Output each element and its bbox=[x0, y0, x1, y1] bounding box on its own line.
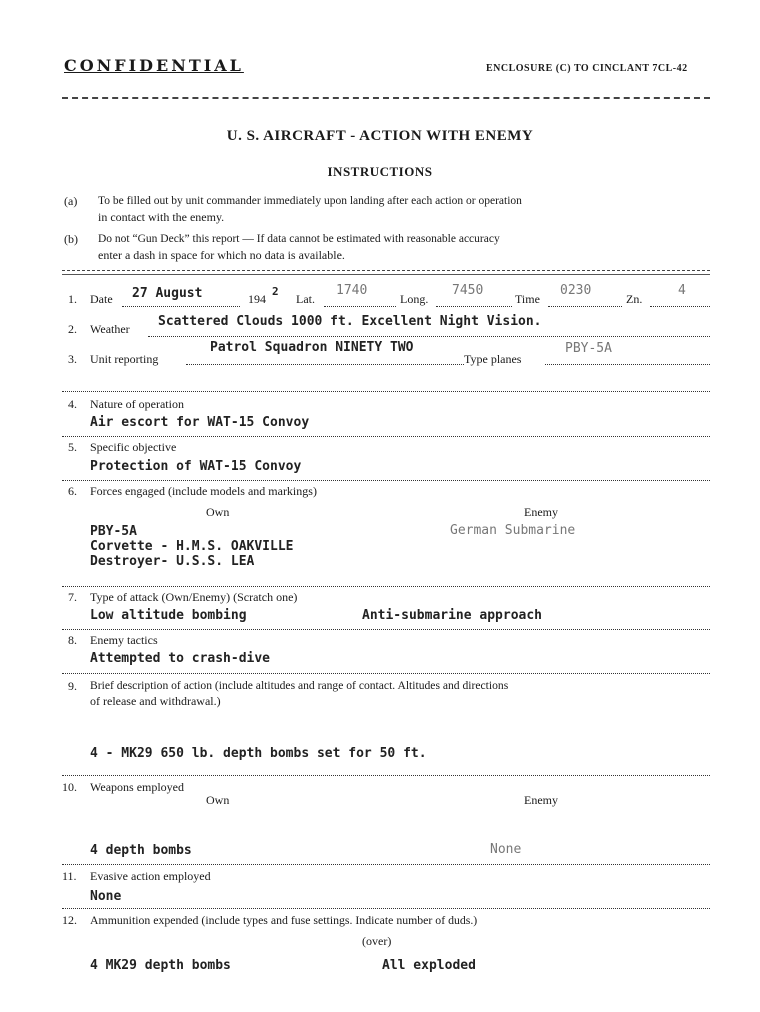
unit-line bbox=[186, 364, 464, 365]
forces-enemy-value: German Submarine bbox=[450, 523, 576, 538]
item-12-number: 12. bbox=[62, 913, 77, 927]
over-note: (over) bbox=[362, 934, 392, 948]
type-planes-value: PBY-5A bbox=[565, 341, 612, 356]
objective-value: Protection of WAT-15 Convoy bbox=[90, 459, 302, 474]
section-divider-10 bbox=[62, 864, 710, 865]
instruction-b-marker: (b) bbox=[64, 232, 78, 246]
item-11-number: 11. bbox=[62, 869, 77, 883]
nature-value: Air escort for WAT-15 Convoy bbox=[90, 415, 310, 430]
enemy-tactics-value: Attempted to crash-dive bbox=[90, 651, 271, 666]
section-divider-9 bbox=[62, 775, 710, 776]
section-divider-4 bbox=[62, 436, 710, 437]
nature-label: Nature of operation bbox=[90, 397, 184, 411]
classification-stamp: CONFIDENTIAL bbox=[64, 56, 244, 75]
zone-label: Zn. bbox=[626, 292, 643, 306]
evasive-value: None bbox=[90, 889, 122, 904]
objective-label: Specific objective bbox=[90, 440, 177, 454]
section-divider-3 bbox=[62, 391, 710, 392]
ammunition-label: Ammunition expended (include types and fuse settings. Indicate number of duds.) bbox=[90, 913, 478, 927]
lat-line bbox=[324, 306, 396, 307]
time-line bbox=[548, 306, 622, 307]
evasive-label: Evasive action employed bbox=[90, 869, 211, 883]
instructions-divider-2 bbox=[62, 274, 710, 275]
section-divider-5 bbox=[62, 480, 710, 481]
time-value: 0230 bbox=[560, 283, 592, 298]
item-9-number: 9. bbox=[68, 679, 77, 693]
description-label-2: of release and withdrawal.) bbox=[90, 694, 221, 708]
item-8-number: 8. bbox=[68, 633, 77, 647]
date-label: Date bbox=[90, 292, 113, 306]
weapons-own-label: Own bbox=[206, 793, 230, 807]
unit-label: Unit reporting bbox=[90, 352, 159, 366]
long-label: Long. bbox=[400, 292, 429, 306]
forces-own-line-2: Corvette - H.M.S. OAKVILLE bbox=[90, 539, 294, 554]
weapons-own-value: 4 depth bombs bbox=[90, 843, 192, 858]
instruction-b-line1: Do not “Gun Deck” this report — If data cannot be estimated with reasonable accuracy bbox=[98, 233, 500, 245]
instruction-a-line2: in contact with the enemy. bbox=[98, 210, 225, 224]
year-value: 2 bbox=[272, 285, 279, 298]
section-divider-8 bbox=[62, 673, 710, 674]
lat-label: Lat. bbox=[296, 292, 315, 306]
long-line bbox=[436, 306, 512, 307]
date-value: 27 August bbox=[132, 286, 203, 301]
date-line bbox=[122, 306, 240, 307]
item-3-number: 3. bbox=[68, 352, 77, 366]
item-7-number: 7. bbox=[68, 590, 77, 604]
form-title: U. S. AIRCRAFT - ACTION WITH ENEMY bbox=[226, 128, 534, 144]
instructions-heading: INSTRUCTIONS bbox=[327, 164, 433, 179]
forces-own-label: Own bbox=[206, 505, 230, 519]
description-label-1: Brief description of action (include altitudes and range of contact. Altitudes and directions bbox=[90, 679, 509, 692]
lat-value: 1740 bbox=[336, 283, 368, 298]
item-10-number: 10. bbox=[62, 780, 77, 794]
time-label: Time bbox=[515, 292, 540, 306]
weapons-label: Weapons employed bbox=[90, 780, 185, 794]
item-2-number: 2. bbox=[68, 322, 77, 336]
item-1-number: 1. bbox=[68, 292, 77, 306]
type-planes-label: Type planes bbox=[464, 352, 522, 366]
instruction-a-marker: (a) bbox=[64, 194, 78, 208]
year-label: 194 bbox=[248, 292, 266, 306]
header-divider bbox=[62, 97, 710, 99]
item-4-number: 4. bbox=[68, 397, 77, 411]
zone-value: 4 bbox=[678, 283, 686, 298]
instruction-a-line1: To be filled out by unit commander immediately upon landing after each action or operation bbox=[98, 195, 522, 207]
forces-own-line-1: PBY-5A bbox=[90, 524, 137, 539]
description-value: 4 - MK29 650 lb. depth bombs set for 50 ft. bbox=[90, 746, 427, 761]
section-divider-7 bbox=[62, 629, 710, 630]
attack-enemy-value: Anti-submarine approach bbox=[362, 608, 543, 623]
ammunition-result-value: All exploded bbox=[382, 958, 476, 973]
instruction-b-line2: enter a dash in space for which no data is available. bbox=[98, 248, 345, 262]
ammunition-own-value: 4 MK29 depth bombs bbox=[90, 958, 231, 973]
forces-label: Forces engaged (include models and markings) bbox=[90, 484, 317, 498]
forces-own-line-3: Destroyer- U.S.S. LEA bbox=[90, 554, 255, 569]
weapons-enemy-label: Enemy bbox=[524, 793, 558, 807]
enclosure-reference: ENCLOSURE (C) TO CINCLANT 7CL-42 bbox=[486, 63, 688, 74]
weather-value: Scattered Clouds 1000 ft. Excellent Night Vision. bbox=[158, 314, 542, 329]
weather-line bbox=[148, 336, 710, 337]
enemy-tactics-label: Enemy tactics bbox=[90, 633, 158, 647]
unit-value: Patrol Squadron NINETY TWO bbox=[210, 340, 414, 355]
weapons-enemy-value: None bbox=[490, 842, 522, 857]
forces-enemy-label: Enemy bbox=[524, 505, 558, 519]
section-divider-11 bbox=[62, 908, 710, 909]
item-6-number: 6. bbox=[68, 484, 77, 498]
section-divider-6 bbox=[62, 586, 710, 587]
type-planes-line bbox=[545, 364, 710, 365]
zone-line bbox=[650, 306, 710, 307]
weather-label: Weather bbox=[90, 322, 130, 336]
attack-type-label: Type of attack (Own/Enemy) (Scratch one) bbox=[90, 590, 298, 604]
item-5-number: 5. bbox=[68, 440, 77, 454]
attack-own-value: Low altitude bombing bbox=[90, 608, 247, 623]
long-value: 7450 bbox=[452, 283, 484, 298]
instructions-divider bbox=[62, 270, 710, 271]
